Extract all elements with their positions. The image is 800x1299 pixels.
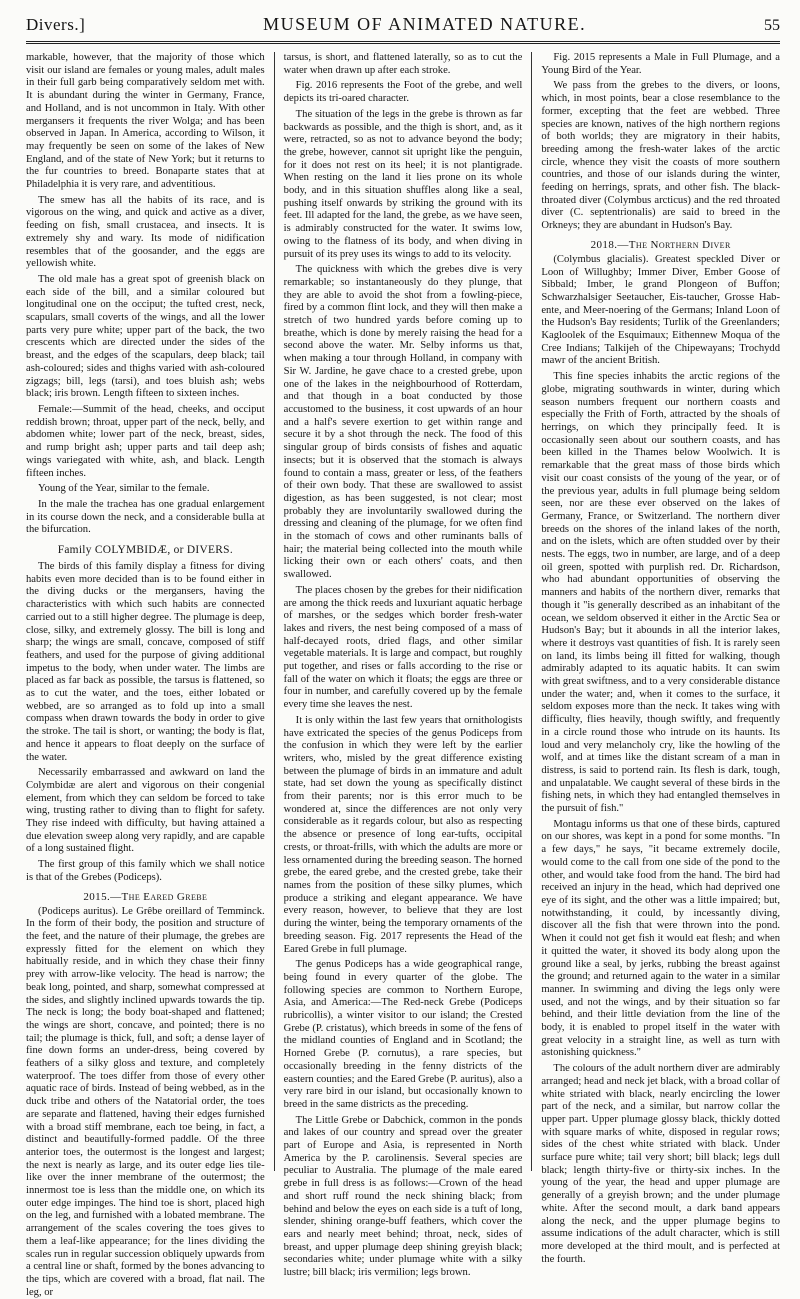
paragraph: The birds of this family display a fitness for diving habits even more decided than is to be found either in the diving ducks or the mergansers, having the characteristics with which such habits are connected carried out to a still higher degree. The plumage is deep, close, silky, and extremely glossy. The bill is long and sharp; the wings are small, concave, composed of stiff feathers, and used for the purpose of giving additional impetus to the body, when under water. The limbs are placed as far back as possible, the tarsus is flattened, so as to cut the water, and the toes, either lobated or webbed, are so arranged as to fold up into a small compass when drawn towards the body in order to give the stroke. The tail is short, or wanting; the body is flat, and hence it appears to float deeply on the surface of the water. <box>26 561 265 763</box>
page-number: 55 <box>763 17 780 34</box>
paragraph: This fine species inhabits the arctic regions of the globe, migrating southwards in winter, during which season numbers frequent our northern coasts and especially the Frith of Forth, attracted by the shoals of herrings, on which they principally feed. It is occasionally seen about our southern coasts, and has been killed in the Thames below Woolwich. It is remarkable that the great mass of those birds which visit our coast consists of the young of the year, or of the previous year, adults in full plumage being seldom seen, nor are these ever observed on the lakes of Germany, France, or Switzerland. The northern diver breeds on the shores of the inland lakes of the north, and on the islets, which are often studded over by their nests. The eggs, two in number, are large, and of a deep oil green, spotted with purplish red. Dr. Richardson, who had abundant opportunities of observing the manners and habits of the northern diver, remarks that though it "is generally described as an inhabitant of the ocean, we seldom observed it either in the Arctic Sea or Hudson's Bay; but it abounds in all the interior lakes, where it destroys vast quantities of fish. It is rarely seen on land, its limbs being ill fitted for walking, though admirably adapted to its aquatic habits. It can swim with great swiftness, and to a very considerable distance under the water; and, when it comes to the surface, it seldom exposes more than the neck. It takes wing with difficulty, flies heavily, though swiftly, and frequently in a circle round those who intrude on its haunts. Its loud and very melancholy cry, like the howling of the wolf, and at times like the distant scream of a man in distress, is said to portend rain. Its flesh is dark, tough, and unpalatable. We caught several of these birds in the fishing nets, in which they had entangled themselves in the pursuit of fish." <box>541 371 781 815</box>
paragraph: The smew has all the habits of its race, and is vigorous on the wing, and quick and active as a diver, feeding on fish, small crustacea, and insects. It is extremely shy and wary. Its mode of nidification resembles that of the goosander, and the eggs are yellowish white. <box>26 194 265 270</box>
column-3 <box>532 52 781 1265</box>
paragraph: Montagu informs us that one of these birds, captured on our shores, was kept in a pond for some months. "In a few days," he says, "it became extremely docile, would come to the call from one side of the pond to the other, and would take food from the hand. The bird had received an injury in the head, which had deprived one eye of its sight, and the other was a little impaired; but, notwithstanding, it could, by incessantly diving, discover all the fish that were thrown into the pond. When it could not get fish it would eat flesh; and when it quitted the water, it shoved its body along upon the ground like a seal, by jerks, rubbing the breast against the ground; and returned again to the water in a similar manner. In swimming and diving the legs only were used, and not the wings, and by their situation so far behind, and their little deviation from the line of the body, it is enabled to propel itself in the water with great velocity in a straight line, as well as turn with astonishing quickness." <box>541 818 781 1059</box>
section-heading-2015: 2015.—The Eared Grebe <box>83 890 208 903</box>
paragraph: tarsus, is short, and flattened laterally, so as to cut the water when drawn up after each stroke. <box>283 52 523 76</box>
paragraph: Young of the Year, similar to the female. <box>38 483 210 495</box>
running-header <box>26 0 780 44</box>
paragraph: Fig. 2015 represents a Male in Full Plumage, and a Young Bird of the Year. <box>541 52 781 76</box>
section-title: Divers.] <box>26 15 86 34</box>
paragraph: The colours of the adult northern diver are admirably arranged; head and neck jet black, with a broad collar of white striated with black, nearly encircling the lower part of the neck, and a similar, but narrow collar the upper part. Upper plumage glossy black, thickly dotted with square marks of white, disposed in regular rows; sides of the chest white striated with black. Under surface pure white; tail very short; bill black; legs dull black; length thirty-five or thirty-six inches. In the young of the year, the head and upper plumage are generally of a greyish brown; and the under plumage white. After the second moult, a dark band appears along the neck, and the upper plumage begins to assume indications of the adult character, which is still more developed at the third moult, and is perfected at the fourth. <box>541 1063 781 1265</box>
paragraph: markable, however, that the majority of those which visit our island are females or young males, adult males in their full garb being comparatively seldom met with. It is abundant during the winter in Germany, France, and Holland, and is not uncommon in Italy. With other mergansers it frequents the river Wolga; and has been observed in Japan. In America, according to Wilson, it may frequently be seen on some of the lakes of New England, and of the state of New York; but it returns to the fur countries to breed. Bonaparte states that at Philadelphia it is very rare, and adventitious. <box>26 52 265 191</box>
paragraph: The quickness with which the grebes dive is very remarkable; so instantaneously do they plunge, that they are able to avoid the shot from a fowling-piece, fired by a common flint lock, and they will then make a stretch of two hundred yards before coming up to breathe, which is done by merely raising the head for a second above the water. Mr. Selby informs us that, when making a tour through Holland, in company with Sir W. Jardine, he gave chace to a crested grebe, upon one of the lakes in the neighbourhood of Rotterdam, and that though in a boat conducted by those accustomed to the business, it cost upwards of an hour and a half's severe exertion to get within range and secure it by a shot through the neck. The food of this singular group of birds consists of fishes and aquatic insects; but it is observed that the stomach is always found to contain a mass, greater or less, of the feathers of their own body. That these are swallowed to assist digestion, as has been suggested, is not clear; most probably they are involuntarily swallowed during the dressing and cleaning of the plumage, for we often find in the stomach of cows and other ruminants balls of hair; the material being collected into the mouth while licking their own or each others' coats, and then swallowed. <box>283 264 523 581</box>
family-heading: Family COLYMBIDÆ, or DIVERS. <box>57 544 233 557</box>
paragraph: It is only within the last few years that ornithologists have extricated the species of the genus Podiceps from the confusion in which they were left by the earlier writers, who, misled by the great difference existing between the plumage of birds in an immature and adult state, had set down the young as specifically distinct from their parents; nor is this error much to be wondered at, since the differences are not only very considerable as it regards colour, but also as respecting the absence or presence of long ear-tufts, occipital crests, or throat-frills, with which the adults are more or less ornamented during the breeding season. The horned grebe, the eared grebe, and the crested grebe, take their names from the position of these silky plumes, which produce a striking and elegant appearance. We have every reason, however, to believe that they are lost during the winter, being the temporary ornaments of the breeding season. Fig. 2017 represents the Head of the Eared Grebe in full plumage. <box>283 714 523 955</box>
paragraph: Necessarily embarrassed and awkward on land the Colymbidæ are alert and vigorous on their congenial element, from which they can seldom be forced to take wing, trusting rather to diving than to flight for safety. They rise indeed with difficulty, but having attained a due elevation sweep along very rapidly, and are capable of a long sustained flight. <box>26 767 265 855</box>
paragraph: Female:—Summit of the head, cheeks, and occiput reddish brown; throat, upper part of the neck, belly, and abdomen white; lower part of the neck, breast, sides, and rump bright ash; upper parts and tail deep ash; wings variegated with white, ash, and black. Length fifteen inches. <box>26 403 265 479</box>
paragraph: Fig. 2016 represents the Foot of the grebe, and well depicts its tri-oared character. <box>283 80 523 105</box>
column-1 <box>26 52 274 1298</box>
column-2 <box>275 52 532 1279</box>
paragraph: The places chosen by the grebes for their nidification are among the thick reeds and luxuriant aquatic herbage of marshes, or the sedges which border fresh-water lakes and rivers, the nest being composed of a mass of half-decayed roots, dried flags, and other similar vegetable materials. It is large and compact, but roughly put together, and rises or falls according to the rise or fall of the water on which it floats; the eggs are three or four in number, and carefully covered up by the female every time she leaves the nest. <box>283 584 523 711</box>
paragraph: The genus Podiceps has a wide geographical range, being found in every quarter of the globe. The following species are common to Northern Europe, Asia, and America:—The Red-neck Grebe (Podiceps rubricollis), a winter visitor to our island; the Crested Grebe (P. cristatus), which breeds in some of the fens of the midland counties of England and in Scotland; the Horned Grebe (P. cornutus), a rare species, but occasionally breeding in the fenny districts of the eastern counties; and the Eared Grebe (P. auritus), also a very rare bird in our island, but occasionally known to breed in the same districts as the preceding. <box>283 959 523 1110</box>
paragraph: The first group of this family which we shall notice is that of the Grebes (Podiceps). <box>26 859 265 883</box>
paragraph: The old male has a great spot of greenish black on each side of the bill, and a similar coloured but longitudinal one on the occiput; the tufted crest, neck, scapulars, small coverts of the wings, and all the lower parts very pure white; upper part of the back, the two crescents which are directed under the sides of the breast, and the edges of the scapulars, deep black; tail ash-coloured; sides and thighs varied with ash-coloured zigzags; bill, legs (tarsi), and toes bluish ash; webs black; iris brown. Length fifteen to sixteen inches. <box>26 273 265 400</box>
book-title: MUSEUM OF ANIMATED NATURE. <box>263 14 587 34</box>
paragraph: In the male the trachea has one gradual enlargement in its course down the neck, and a considerable bulla at the bifurcation. <box>26 498 265 536</box>
paragraph: The Little Grebe or Dabchick, common in the ponds and lakes of our country and spread over the greater part of Europe and Asia, is represented in North America by the P. carolinensis. Several species are peculiar to Australia. The plumage of the male eared grebe in full dress is as follows:—Crown of the head and short ruff round the neck shining black; from behind and below the eyes on each side is a tuft of long, slender, shining orange-buff feathers, which cover the ears and nearly meet behind; throat, neck, sides of breast, and upper plumage deep shining greyish black; secondaries white; under plumage white with a silky lustre; bill black; iris vermilion; legs brown. <box>283 1114 523 1279</box>
text-columns <box>26 52 781 1298</box>
paragraph: (Colymbus glacialis). Greatest speckled Diver or Loon of Willughby; Immer Diver, Ember Goose of Sibbald; Imber, le grand Plongeon of Buffon; Schwarzhalsiger Seetaucher, Eis-taucher, Grosse Hab-ente, and Meer-noering of the Germans; Inland Loon of the Hudson's Bay residents; Turlik of the Greenlanders; Kagloolek of the Esquimaux; Eithennew Moqua of the Cree Indians; Talkijeh of the Chipewayans; Trochydd mawr of the ancient British. <box>541 253 781 367</box>
paragraph: We pass from the grebes to the divers, or loons, which, in most points, bear a close resemblance to the former, excepting that the feet are webbed. Three species are known, natives of the high northern regions of both worlds; they are migratory in their habits, breeding among the fresh-water lakes of the arctic circle, whence they visit the coasts of more southern countries, and those of our islands during the winter, feeding on herrings, sprats, and other fish. The black-throated diver (Colymbus arcticus) and the red throated diver (C. septentrionalis) are said to breed in the Orkneys; they are abundant in Hudson's Bay. <box>541 80 781 232</box>
paragraph: (Podiceps auritus). Le Grêbe oreillard of Temminck. In the form of their body, the position and structure of the feet, and the nature of their plumage, the grebes are expressly fitted for the element on which they habitually reside, and in which they chase their finny prey with arrow-like velocity. The head is narrow; the beak long, pointed, and sharp, somewhat compressed at the sides, and slightly inclined upwards towards the tip. The neck is long; the body boat-shaped and flattened; the wings are short, concave, and pointed; there is no tail; the plumage is thick, full, and soft; a dense layer of fine down forms an under-dress, being covered by feathers of a silky gloss and texture, and completely waterproof. The toes differ from those of every other aquatic race of birds. Instead of being webbed, as in the duck tribe and others of the Natatorial order, the toes are separate and flattened, having their edges furnished with a broad stiff membrane, each toe being, in fact, a distinct and beautifully-formed paddle. Of the three anterior toes, the outermost is the longest and largest; the next is nearly as large, and its outer edge lies tile-like over the inner membrane of the outermost; the innermost toe is less than the middle one, on which its outer edge impinges. The hind toe is short, placed high on the leg, and furnished with a lobated membrane. The arrangement of the scales covering the toes gives to them a leaf-like appearance; for the lines dividing the scales run in regular succession obliquely upwards from a central line or shaft, formed by the bones advancing to the tips, which are covered with a broad, flat nail. The leg, or <box>26 905 265 1298</box>
paragraph: The situation of the legs in the grebe is thrown as far backwards as possible, and the thigh is short, and, as it were, retracted, so as not to advance beyond the body; the grebe, however, cannot sit upright like the penguin, for it does not rest on its heel; it is not plantigrade. When resting on the land it lies prone on its whole body, and in this situation shuffles along like a seal, pushing itself onwards by striking the ground with its feet. Ill adapted for the land, the grebe, as we have seen, is admirably constructed for the water. It swims low, owing to the flatness of its body, and when diving in pursuit of its prey uses its wings to add to its velocity. <box>283 108 523 260</box>
section-heading-2018: 2018.—The Northern Diver <box>590 238 731 251</box>
